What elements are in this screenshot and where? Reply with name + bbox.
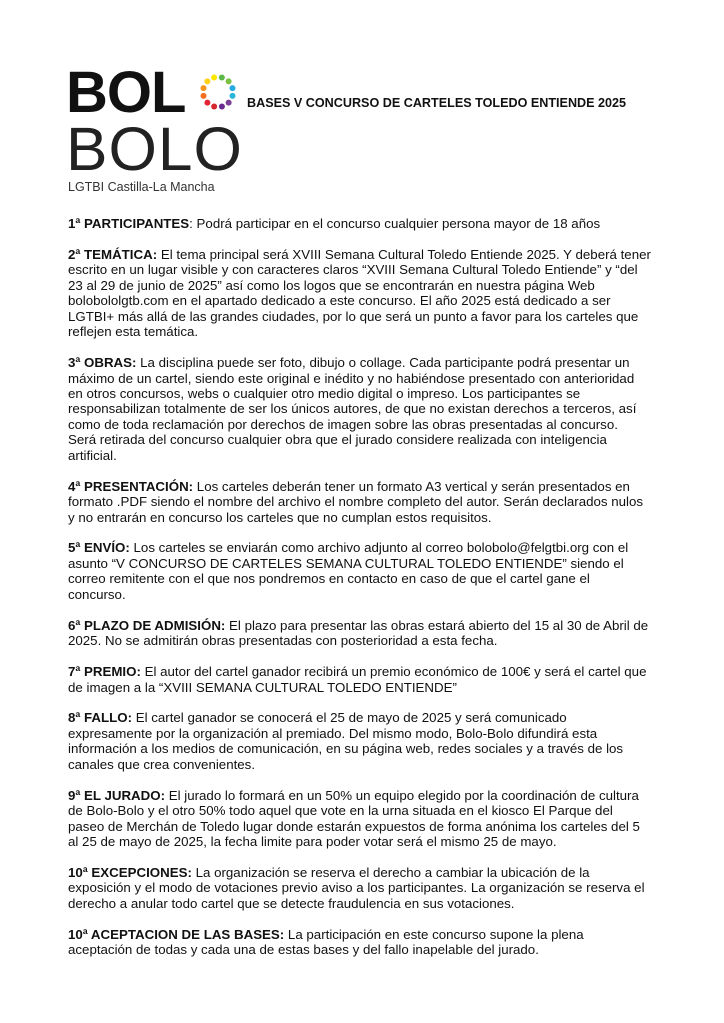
- section-text: El autor del cartel ganador recibirá un premio económico de 100€ y será el cartel que: [140, 664, 647, 680]
- section-line: [68, 510, 668, 525]
- section-9: [68, 788, 668, 850]
- section-label: 9ª EL JURADO:: [68, 787, 166, 803]
- section-text: El jurado lo formará en un 50% un equipo elegido por la coordinación de cultura: [165, 787, 639, 803]
- section-1: [68, 216, 668, 231]
- section-text: El tema principal será XVIII Semana Cultural Toledo Entiende 2025. Y deberá tener: [157, 246, 651, 262]
- logo-dot: [226, 78, 232, 84]
- section-line: [68, 432, 668, 447]
- section-label: 7ª PREMIO:: [68, 664, 141, 680]
- section-text: de imagen a la “XVIII SEMANA CULTURAL TOLEDO ENTIENDE”: [68, 679, 457, 695]
- section-line: [68, 479, 668, 494]
- section-line: [68, 371, 668, 386]
- section-text: artificial.: [68, 447, 117, 463]
- rainbow-dots-ring-icon: [198, 72, 238, 112]
- section-line: [68, 494, 668, 509]
- section-line: [68, 741, 668, 756]
- section-line: [68, 664, 668, 679]
- section-text: La disciplina puede ser foto, dibujo o collage. Cada participante podrá presentar un: [136, 355, 630, 371]
- section-text: 23 al 29 de junio de 2025” así como los logos que se encontrarán en nuestra página Web: [68, 277, 595, 293]
- logo-dot: [226, 100, 232, 106]
- logo-dot: [204, 78, 210, 84]
- section-label: 5ª ENVÍO:: [68, 540, 130, 556]
- logo-dot: [201, 85, 207, 91]
- section-2: [68, 247, 668, 340]
- section-label: 2ª TEMÁTICA:: [68, 246, 158, 262]
- section-line: [68, 309, 668, 324]
- section-text: correo remitente con el que nos pondremos en contacto en caso de que el cartel gane el: [68, 571, 590, 587]
- section-line: [68, 803, 668, 818]
- section-line: [68, 587, 668, 602]
- section-line: [68, 726, 668, 741]
- logo-dot: [211, 75, 217, 81]
- logo-line-1: BOL: [66, 60, 186, 125]
- section-text: La organización se reserva el derecho a cambiar la ubicación de la: [191, 864, 590, 880]
- section-3: [68, 355, 668, 463]
- section-line: [68, 262, 668, 277]
- section-line: [68, 417, 668, 432]
- section-text: asunto “V CONCURSO DE CARTELES SEMANA CULTURAL TOLEDO ENTIENDE” siendo el: [68, 555, 624, 571]
- section-text: al 25 de mayo de 2025, la fecha limite para poder votar será el mismo 25 de mayo.: [68, 834, 557, 849]
- section-text: escrito en un lugar visible y con caracteres claros “XVIII Semana Cultural Toledo Entiende” y “del: [68, 262, 638, 278]
- section-line: [68, 556, 668, 571]
- section-line: [68, 386, 668, 401]
- logo-dot: [229, 85, 235, 91]
- section-text: responsabilizan totalmente de ser los únicos autores, de que no existan derechos a terceros, así: [68, 401, 637, 417]
- section-line: [68, 247, 668, 262]
- section-label: 6ª PLAZO DE ADMISIÓN:: [68, 617, 226, 633]
- section-text: reflejen esta temática.: [68, 324, 199, 340]
- logo-dot: [219, 103, 225, 109]
- logo-dot: [211, 103, 217, 109]
- logo-dot: [229, 93, 235, 99]
- section-text: bolobololgtb.com en el apartado dedicado a este concurso. El año 2025 está dedicado a ser: [68, 293, 611, 309]
- section-line: [68, 819, 668, 834]
- section-6: [68, 618, 668, 649]
- section-line: [68, 834, 668, 849]
- section-label: 10ª ACEPTACION DE LAS BASES:: [68, 926, 285, 942]
- logo-dot: [201, 93, 207, 99]
- section-text: aceptación de todas y cada una de estas bases y del fallo inapelable del jurado.: [68, 942, 539, 958]
- section-line: [68, 571, 668, 586]
- logo-dot: [219, 75, 225, 81]
- section-line: [68, 324, 668, 339]
- section-text: de Bolo-Bolo y el otro 50% todo aquel que vote en la urna situada en el kiosco El Parque del: [68, 803, 613, 819]
- section-text: Será retirada del concurso cualquier obra que el jurado considere realizada con inteligencia: [68, 432, 607, 448]
- section-10: [68, 865, 668, 911]
- section-5: [68, 540, 668, 602]
- section-line: [68, 896, 668, 911]
- section-line: [68, 293, 668, 308]
- section-label: 8ª FALLO:: [68, 710, 133, 726]
- section-text: canales que crea convenientes.: [68, 756, 256, 772]
- section-line: [68, 216, 668, 231]
- section-label: 10ª EXCEPCIONES:: [68, 864, 192, 880]
- section-text: 2025. No se admitirán obras presentadas con posterioridad a esta fecha.: [68, 633, 498, 649]
- section-label: 3ª OBRAS:: [68, 355, 137, 371]
- section-text: El cartel ganador se conocerá el 25 de mayo de 2025 y será comunicado: [132, 710, 567, 726]
- section-11: [68, 927, 668, 958]
- section-line: [68, 757, 668, 772]
- bolo-bolo-logo: [66, 62, 266, 202]
- section-line: [68, 633, 668, 648]
- section-text: LGTBI+ más allá de las grandes ciudades, por lo que será un punto a favor para los carteles que: [68, 308, 639, 324]
- section-line: [68, 540, 668, 555]
- section-text: máximo de un cartel, siendo este original e inédito y no habiéndose presentado con anterioridad: [68, 370, 635, 386]
- section-line: [68, 788, 668, 803]
- section-text: información a los medios de comunicación, en su página web, redes sociales y a través de los: [68, 741, 624, 757]
- section-line: [68, 618, 668, 633]
- section-8: [68, 710, 668, 772]
- section-text: formato .PDF siendo el nombre del archivo el nombre completo del autor. Serán declarados nulos: [68, 494, 644, 510]
- document-title: BASES V CONCURSO DE CARTELES TOLEDO ENTIENDE 2025: [247, 96, 627, 110]
- section-text: expresamente por la organización al premiado. Del mismo modo, Bolo-Bolo difundirá esta: [68, 725, 598, 741]
- section-text: derecho a anular todo cartel que se detecte fraudulencia en sus votaciones.: [68, 895, 515, 911]
- section-label: 1ª PARTICIPANTES: [68, 216, 190, 231]
- section-line: [68, 401, 668, 416]
- section-text: Los carteles se enviarán como archivo adjunto al correo bolobolo@felgtbi.org con el: [129, 540, 629, 556]
- section-line: [68, 942, 668, 957]
- section-4: [68, 479, 668, 525]
- section-text: Los carteles deberán tener un formato A3 vertical y serán presentados en: [193, 478, 630, 494]
- section-text: como de toda reclamación por derechos de imagen sobre las obras presentadas al concurso.: [68, 416, 618, 432]
- section-line: [68, 355, 668, 370]
- section-line: [68, 448, 668, 463]
- logo-subtitle: LGTBI Castilla-La Mancha: [68, 180, 215, 194]
- section-text: en otros concursos, webs o cualquier otro medio digital o impreso. Los participantes se: [68, 385, 581, 401]
- section-text: paseo de Merchán de Toledo lugar donde estarán expuestos de forma anónima los carteles del 5: [68, 818, 640, 834]
- section-text: El plazo para presentar las obras estará abierto del 15 al 30 de Abril de: [225, 617, 649, 633]
- section-label: 4ª PRESENTACIÓN:: [68, 478, 194, 494]
- section-line: [68, 680, 668, 695]
- section-text: : Podrá participar en el concurso cualquier persona mayor de 18 años: [189, 216, 601, 231]
- section-line: [68, 865, 668, 880]
- section-line: [68, 278, 668, 293]
- logo-line-2: BOLO: [66, 115, 243, 183]
- section-line: [68, 710, 668, 725]
- document-body: [68, 216, 668, 973]
- section-text: exposición y el modo de votaciones previo aviso a los participantes. La organización se reserva el: [68, 880, 645, 896]
- section-text: y no entrarán en concurso los carteles que no cumplan estos requisitos.: [68, 509, 492, 525]
- section-line: [68, 927, 668, 942]
- section-text: La participación en este concurso supone la plena: [284, 926, 584, 942]
- logo-dot: [204, 100, 210, 106]
- section-text: concurso.: [68, 586, 126, 602]
- section-7: [68, 664, 668, 695]
- section-line: [68, 880, 668, 895]
